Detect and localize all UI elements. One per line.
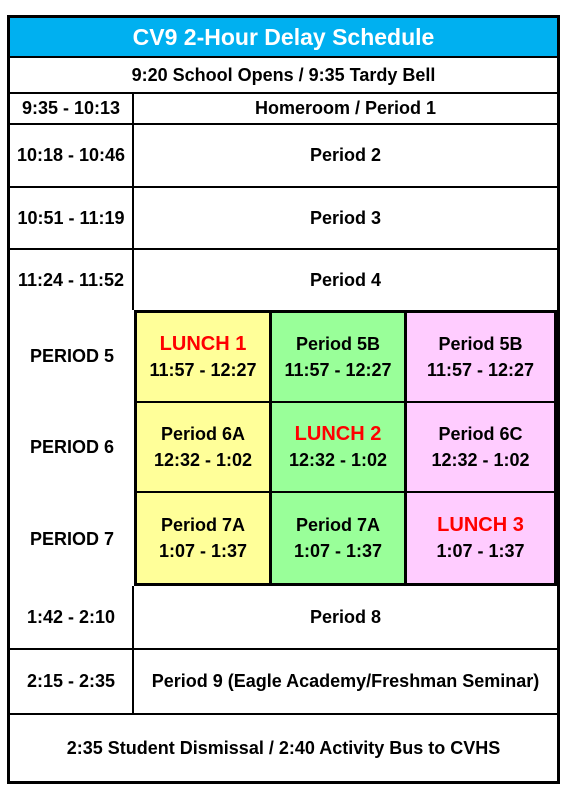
period-time: 12:32 - 1:02 <box>431 450 530 470</box>
period-name: Period 7A <box>295 515 381 535</box>
time-cell: 2:15 - 2:35 <box>10 650 134 713</box>
lunch-name: LUNCH 3 <box>437 514 524 536</box>
period-cell: Period 3 <box>309 207 382 228</box>
time-cell: 10:51 - 11:19 <box>10 188 134 248</box>
lunch-grid <box>134 310 557 586</box>
period-name: Period 6A <box>160 424 246 444</box>
period-name: Period 5B <box>295 334 381 354</box>
time-cell: 9:35 - 10:13 <box>10 94 134 123</box>
period-cell: Homeroom / Period 1 <box>254 98 437 118</box>
lunch-cell <box>137 313 272 403</box>
lunch-time: 1:07 - 1:37 <box>436 541 525 561</box>
dismissal-text: 2:35 Student Dismissal / 2:40 Activity Bus to CVHS <box>66 737 501 758</box>
period-cell: Period 4 <box>309 269 382 290</box>
opens-text: 9:20 School Opens / 9:35 Tardy Bell <box>131 64 436 85</box>
time-cell: 11:24 - 11:52 <box>10 250 134 310</box>
period-cell: Period 9 (Eagle Academy/Freshman Seminar) <box>151 671 540 691</box>
schedule-table <box>7 15 560 784</box>
table-row <box>10 250 557 310</box>
period-name: Period 5B <box>438 334 523 354</box>
period-label: PERIOD 5 <box>29 345 115 366</box>
period-cell <box>407 403 554 493</box>
lunch-cell <box>272 403 407 493</box>
lunch-name: LUNCH 1 <box>159 333 247 355</box>
period-name: Period 7A <box>160 515 246 535</box>
period-cell <box>137 403 272 493</box>
period-cell: Period 2 <box>309 145 382 165</box>
period-time: 11:57 - 12:27 <box>284 360 392 380</box>
table-row <box>10 188 557 248</box>
lunch-cell <box>407 493 554 583</box>
lunch-time: 12:32 - 1:02 <box>288 450 388 470</box>
period-time: 11:57 - 12:27 <box>426 360 535 380</box>
period-label: PERIOD 7 <box>29 528 115 549</box>
table-row <box>10 650 557 713</box>
period-cell <box>272 493 407 583</box>
time-cell: 10:18 - 10:46 <box>10 125 134 186</box>
period-time: 12:32 - 1:02 <box>153 450 253 470</box>
dismissal-row <box>10 715 557 781</box>
period-label: PERIOD 6 <box>29 436 115 457</box>
period-time: 1:07 - 1:37 <box>158 541 248 561</box>
table-row <box>10 586 557 648</box>
opens-row <box>10 58 557 92</box>
table-row <box>10 125 557 186</box>
period-cell <box>137 493 272 583</box>
table-row <box>10 94 557 123</box>
title-text: CV9 2-Hour Delay Schedule <box>132 23 435 50</box>
period-time: 1:07 - 1:37 <box>293 541 383 561</box>
schedule-title <box>10 18 557 56</box>
period-cell <box>407 313 554 403</box>
lunch-time: 11:57 - 12:27 <box>149 360 257 380</box>
period-cell <box>272 313 407 403</box>
period-cell: Period 8 <box>309 606 382 627</box>
lunch-name: LUNCH 2 <box>294 423 382 445</box>
period-name: Period 6C <box>438 424 523 444</box>
time-cell: 1:42 - 2:10 <box>10 586 134 648</box>
